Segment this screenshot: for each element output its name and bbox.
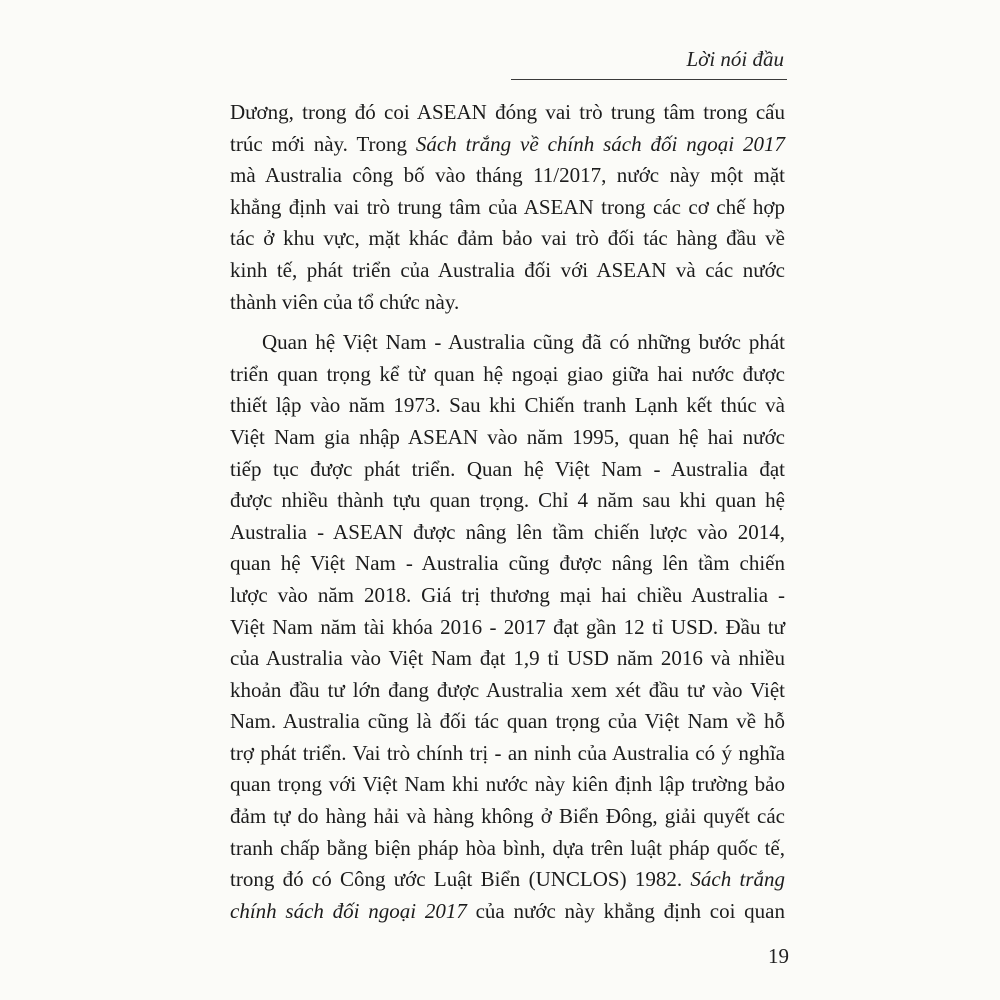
text-line: Quan hệ Việt Nam - Australia cũng đã có những bước phát — [262, 330, 785, 355]
page-number: 19 — [768, 944, 789, 968]
paragraph — [230, 327, 785, 927]
text-line: khoản đầu tư lớn đang được Australia xem xét đầu tư vào Việt — [230, 677, 785, 702]
text-line: Việt Nam năm tài khóa 2016 - 2017 đạt gần 12 tỉ USD. Đầu tư — [230, 614, 785, 639]
text-line: Nam. Australia cũng là đối tác quan trọng của Việt Nam về hỗ — [230, 709, 785, 734]
text-line: Dương, trong đó coi ASEAN đóng vai trò trung tâm trong cấu — [230, 100, 785, 124]
text-line: kinh tế, phát triển của Australia đối với ASEAN và các nước — [230, 257, 785, 282]
paragraph — [230, 97, 785, 318]
text-line: đảm tự do hàng hải và hàng không ở Biển Đông, giải quyết các — [230, 804, 785, 829]
text-line: trợ phát triển. Vai trò chính trị - an ninh của Australia có ý nghĩa — [230, 740, 785, 765]
running-header: Lời nói đầu — [686, 47, 784, 71]
text-line: quan trọng với Việt Nam khi nước này kiên định lập trường bảo — [230, 772, 785, 797]
text-line: của Australia vào Việt Nam đạt 1,9 tỉ USD năm 2016 và nhiều — [230, 646, 785, 671]
text-line — [230, 864, 785, 896]
text-line: tác ở khu vực, mặt khác đảm bảo vai trò đối tác hàng đầu về — [230, 226, 785, 251]
text-line: triển quan trọng kể từ quan hệ ngoại giao giữa hai nước được — [230, 361, 785, 386]
text-line: quan hệ Việt Nam - Australia cũng được nâng lên tầm chiến — [230, 551, 785, 576]
text-line — [230, 896, 785, 928]
text-line: lược vào năm 2018. Giá trị thương mại hai chiều Australia - — [230, 582, 785, 607]
text-line: thiết lập vào năm 1973. Sau khi Chiến tranh Lạnh kết thúc và — [230, 393, 785, 418]
text-run: trong đó có Công ước Luật Biển (UNCLOS) 1982. — [230, 867, 691, 892]
italic-title-run: Sách trắng về chính sách đối ngoại 2017 — [415, 131, 785, 156]
body-text — [230, 97, 785, 927]
text-line: khẳng định vai trò trung tâm của ASEAN trong các cơ chế hợp — [230, 194, 785, 219]
italic-title-run: Sách trắng — [690, 867, 785, 892]
text-line: tiếp tục được phát triển. Quan hệ Việt Nam - Australia đạt — [230, 456, 785, 481]
italic-title-run: chính sách đối ngoại 2017 — [230, 898, 467, 923]
text-line: được nhiều thành tựu quan trọng. Chỉ 4 năm sau khi quan hệ — [230, 488, 785, 513]
text-line — [230, 129, 785, 161]
text-line: tranh chấp bằng biện pháp hòa bình, dựa trên luật pháp quốc tế, — [230, 835, 785, 860]
text-line: Việt Nam gia nhập ASEAN vào năm 1995, quan hệ hai nước — [230, 424, 785, 449]
text-line: thành viên của tổ chức này. — [230, 289, 460, 314]
text-run: của nước này khẳng định coi quan — [466, 898, 785, 923]
header-rule — [511, 79, 787, 80]
text-line: Australia - ASEAN được nâng lên tầm chiến lược vào 2014, — [230, 519, 785, 544]
text-run: trúc mới này. Trong — [230, 131, 416, 156]
text-line: mà Australia công bố vào tháng 11/2017, nước này một mặt — [230, 163, 785, 188]
